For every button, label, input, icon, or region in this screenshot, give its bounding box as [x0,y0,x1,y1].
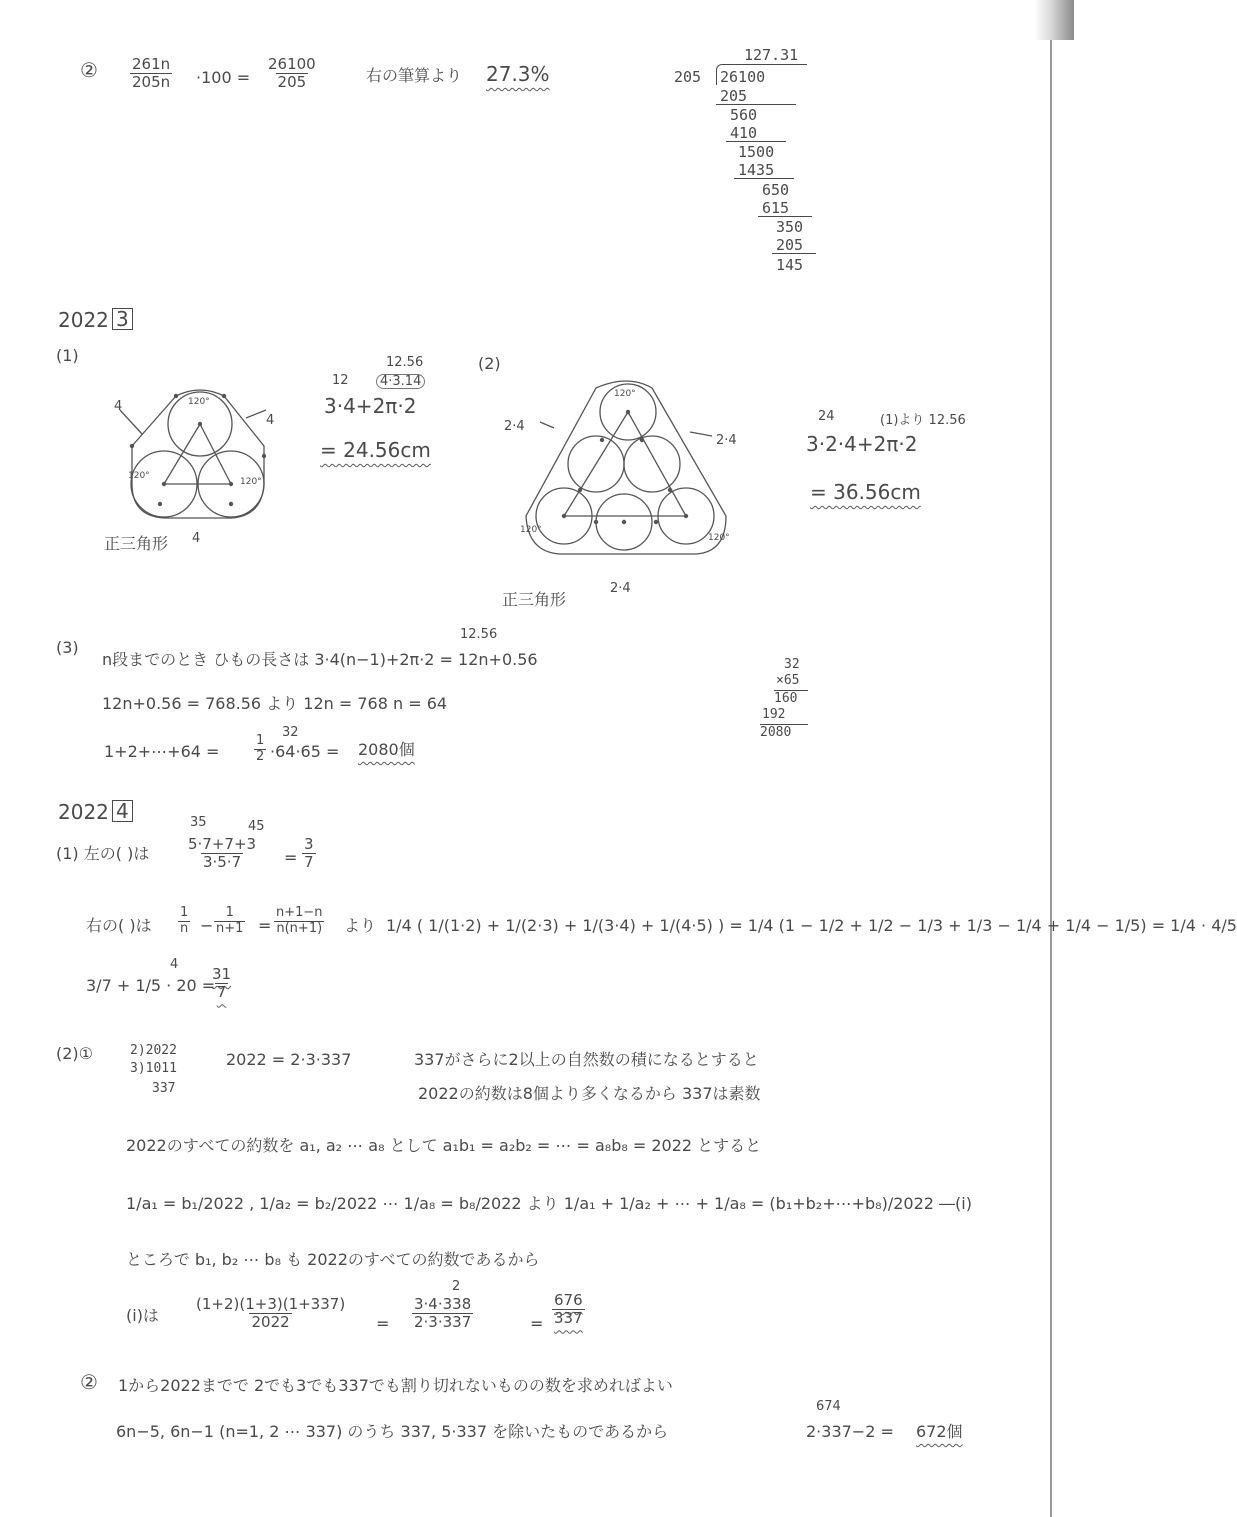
annotation: 2 [452,1279,461,1294]
expression: 3·2·4+2π·2 [806,432,918,456]
note-text: 右の筆算より [366,66,463,85]
side-label: 2·4 [716,433,737,448]
scan-shadow [1034,0,1074,40]
figure-caption: 正三角形 [502,590,567,609]
division-step: 1435 [738,161,775,179]
equals: = [530,1314,544,1333]
mult-line: 192 [762,707,786,722]
answer-fraction [552,1292,585,1328]
division-quotient: 127.31 [744,46,799,64]
solution-line: 1から2022までで 2でも3でも337でも割り切れないものの数を求めればよい [118,1376,673,1395]
fraction-numerator: 3·4·338 [414,1295,472,1313]
fraction-numerator: 31 [212,965,232,983]
fraction [274,906,325,937]
fraction-result [266,56,318,92]
problem-header-year: 2022 [58,308,109,332]
yori: より [344,916,377,935]
fraction-denominator: 2022 [251,1313,290,1332]
question-label: (2)① [56,1044,94,1063]
question-label: (1) [56,346,79,365]
problem-header-number: 4 [112,800,133,822]
reason-line: 2022の約数は8個より多くなるから 337は素数 [418,1084,761,1103]
equals: = [284,848,298,867]
fraction-denominator: 2·3·337 [414,1313,472,1332]
division-step: 205 [720,87,748,105]
fraction-denominator: n(n+1) [276,920,323,936]
equals: = [376,1314,390,1333]
result: = 36.56cm [810,480,921,504]
page-edge [1050,40,1052,1517]
fraction [412,1296,473,1332]
annotation: 4·3.14 [376,374,425,389]
question-label: (3) [56,638,79,657]
angle-label: 120° [188,397,210,407]
angle-label: 120° [240,477,262,487]
fraction-numerator: 676 [554,1291,583,1309]
division-step: 350 [776,218,804,236]
answer-percent: 27.3% [486,62,550,86]
fraction [194,1296,347,1332]
fraction [214,906,245,937]
fraction-result [302,836,316,872]
problem-header-year: 2022 [58,800,109,824]
fraction-numerator: n+1−n [276,905,323,920]
multiply-text: ·100 = [196,68,251,87]
solution-label: (i)は [126,1306,159,1325]
angle-label: 120° [708,533,730,543]
reason-line: 337がさらに2以上の自然数の積になるとすると [414,1050,759,1069]
equals: = [258,916,272,935]
side-label: 4 [192,531,201,546]
answer: 672個 [916,1422,963,1441]
factor-line: 3)1011 [130,1061,177,1076]
annotation: 12.56 [386,355,424,370]
solution-line: ところで b₁, b₂ ⋯ b₈ も 2022のすべての約数であるから [126,1250,540,1269]
annotation: 12 [332,373,349,388]
item-mark: ② [80,1370,98,1394]
fraction-denominator: n+1 [216,920,244,936]
fraction-numerator: 5·7+7+3 [188,835,257,853]
solution-line-pre: 1+2+⋯+64 = [104,742,220,761]
annotation: 4 [170,957,179,972]
final-expression: 3/7 + 1/5 · 20 = [86,976,216,995]
mult-line: 32 [784,657,800,672]
problem-header-number: 3 [112,308,133,330]
fraction-denominator: 205n [132,73,171,92]
question-label: (1) 左の( )は [56,844,150,863]
expression: 2·337−2 = [806,1422,894,1441]
fraction-half [254,734,266,765]
division-step: 1500 [738,143,775,161]
item-mark: ② [80,58,98,82]
final-fraction [210,966,233,1002]
division-step: 145 [776,256,804,274]
result: = 24.56cm [320,438,431,462]
circles-diagram-1 [96,380,296,560]
fraction-numerator: 1 [180,905,189,920]
solution-line: 1/a₁ = b₁/2022 , 1/a₂ = b₂/2022 ⋯ 1/a₈ = b₈/2022 より 1/a₁ + 1/a₂ + ⋯ + 1/a₈ = (b₁+b₂+⋯+b₈)/2022 ―(i) [126,1194,972,1213]
solution-line: 6n−5, 6n−1 (n=1, 2 ⋯ 337) のうち 337, 5·337 を除いたものであるから [116,1422,669,1441]
fraction-denominator: 337 [554,1309,583,1328]
fraction-numerator: 261n [132,55,171,73]
question-label: (2) [478,354,501,373]
telescoping-sum: 1/4 ( 1/(1·2) + 1/(2·3) + 1/(3·4) + 1/(4·5) ) = 1/4 (1 − 1/2 + 1/2 − 1/3 + 1/3 − 1/4 + 1/4 − 1/5) = 1/4 · 4/5 [386,916,1237,935]
side-label: 4 [114,399,123,414]
division-divisor: 205 [674,68,702,86]
right-label: 右の( )は [86,916,152,935]
fraction-numerator: 1 [225,905,234,920]
figure-caption: 正三角形 [104,534,169,553]
annotation: 35 [190,815,207,830]
solution-line: n段までのとき ひもの長さは 3·4(n−1)+2π·2 = 12n+0.56 [102,650,538,669]
annotation: 24 [818,409,835,424]
fraction-numerator: 26100 [268,55,316,73]
fraction-denominator: 205 [277,73,307,92]
division-step: 615 [762,199,790,217]
answer: 2080個 [358,740,415,759]
circles-diagram-2 [500,376,760,596]
division-step: 560 [730,106,758,124]
solution-line-mid: ·64·65 = [270,742,340,761]
fraction-denominator: 2 [256,748,265,764]
side-label: 2·4 [610,581,631,596]
annotation: 45 [248,819,265,834]
fraction-ratio [130,56,172,92]
solution-line: 12n+0.56 = 768.56 より 12n = 768 n = 64 [102,694,448,713]
fraction-numerator: (1+2)(1+3)(1+337) [196,1295,346,1313]
mult-line: 160 [774,691,798,706]
factorization: 2022 = 2·3·337 [226,1050,352,1069]
mult-line: 2080 [760,725,792,740]
fraction-denominator: 7 [304,853,314,872]
annotation: (1)より 12.56 [880,413,966,428]
angle-label: 120° [520,525,542,535]
fraction-denominator: 7 [216,983,227,1002]
minus: − [200,916,214,935]
division-step: 650 [762,181,790,199]
factor-line: 2)2022 [130,1043,177,1058]
fraction-denominator: 3·5·7 [202,853,242,872]
fraction-denominator: n [180,920,189,936]
mult-line: ×65 [776,673,800,688]
angle-label: 120° [128,471,150,481]
annotation: 32 [282,725,299,740]
expression: 3·4+2π·2 [324,394,417,418]
factor-line: 337 [152,1081,176,1096]
side-label: 2·4 [504,419,525,434]
fraction [178,906,190,937]
solution-line: 2022のすべての約数を a₁, a₂ ⋯ a₈ として a₁b₁ = a₂b₂ = ⋯ = a₈b₈ = 2022 とすると [126,1136,762,1155]
division-step: 410 [730,124,758,142]
annotation: 12.56 [460,627,498,642]
fraction-left [186,836,258,872]
division-dividend: 26100 [720,68,766,86]
fraction-numerator: 3 [304,835,314,853]
angle-label: 120° [614,389,636,399]
division-step: 205 [776,236,804,254]
fraction-numerator: 1 [256,733,265,748]
annotation: 674 [816,1399,841,1414]
side-label: 4 [266,413,275,428]
